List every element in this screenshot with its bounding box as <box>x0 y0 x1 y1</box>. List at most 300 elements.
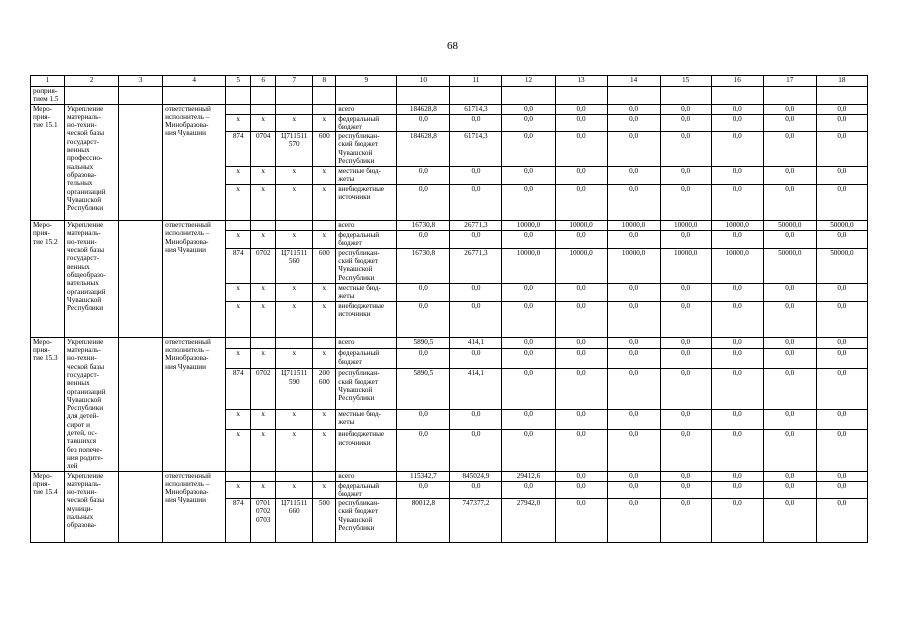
value-cell: 0,0 <box>555 167 607 185</box>
column-header: 5 <box>226 76 251 87</box>
budget-code-cell <box>276 221 313 231</box>
value-cell: 747377,2 <box>450 499 502 543</box>
value-cell: 0,0 <box>816 231 867 249</box>
value-cell: 0,0 <box>450 283 502 301</box>
column-header: 15 <box>660 76 711 87</box>
column-header: 13 <box>555 76 607 87</box>
empty-cell <box>397 87 450 105</box>
value-cell: 0,0 <box>816 283 867 301</box>
value-cell: 10000,0 <box>660 221 711 231</box>
value-cell: 0,0 <box>450 409 502 430</box>
budget-code-cell: x <box>313 167 336 185</box>
value-cell: 0,0 <box>660 349 711 369</box>
value-cell: 0,0 <box>816 499 867 543</box>
column-header: 2 <box>65 76 119 87</box>
value-cell: 0,0 <box>660 114 711 132</box>
value-cell: 0,0 <box>397 430 450 471</box>
column-header: 1 <box>31 76 65 87</box>
value-cell: 0,0 <box>555 231 607 249</box>
value-cell: 0,0 <box>555 185 607 221</box>
value-cell: 0,0 <box>450 481 502 499</box>
value-cell: 0,0 <box>816 430 867 471</box>
funding-source: федеральный бюджет <box>336 114 397 132</box>
value-cell: 0,0 <box>660 409 711 430</box>
value-cell: 0,0 <box>763 283 816 301</box>
value-cell: 0,0 <box>711 369 763 409</box>
budget-code-cell: x <box>251 185 276 221</box>
value-cell: 0,0 <box>607 301 660 337</box>
value-cell: 0,0 <box>555 349 607 369</box>
value-cell: 184628,8 <box>397 104 450 114</box>
value-cell: 0,0 <box>502 301 555 337</box>
value-cell: 0,0 <box>711 471 763 481</box>
value-cell: 0,0 <box>816 301 867 337</box>
value-cell: 0,0 <box>397 409 450 430</box>
empty-cell <box>336 87 397 105</box>
measure-title: Укрепление материаль- но-техни- ческой базы государст- венных организаций Чувашской Республики для детей- сирот и детей, ос- тавшихся без попече- ния родите- лей <box>65 337 119 471</box>
empty-cell <box>119 104 163 221</box>
empty-cell <box>65 87 119 105</box>
empty-cell <box>555 87 607 105</box>
page-number: 68 <box>447 40 458 52</box>
value-cell: 0,0 <box>816 369 867 409</box>
value-cell: 0,0 <box>555 132 607 167</box>
value-cell: 50000,0 <box>763 221 816 231</box>
value-cell: 0,0 <box>816 167 867 185</box>
budget-code-cell <box>276 104 313 114</box>
budget-code-cell <box>226 104 251 114</box>
budget-code-cell: x <box>226 231 251 249</box>
value-cell: 0,0 <box>660 231 711 249</box>
value-cell: 0,0 <box>607 409 660 430</box>
value-cell: 0,0 <box>816 471 867 481</box>
value-cell: 0,0 <box>607 349 660 369</box>
budget-code-cell: 600 <box>313 248 336 283</box>
funding-source: внебюджетные источники <box>336 185 397 221</box>
value-cell: 0,0 <box>763 481 816 499</box>
value-cell: 414,1 <box>450 337 502 348</box>
table-row <box>31 221 868 231</box>
funding-source: республикан- ский бюджет Чувашской Республики <box>336 248 397 283</box>
value-cell: 16730,8 <box>397 221 450 231</box>
column-header: 11 <box>450 76 502 87</box>
value-cell: 0,0 <box>711 167 763 185</box>
budget-code-cell: x <box>226 481 251 499</box>
measure-executor: ответственный исполнитель – Минобразова- ния Чувашии <box>163 471 226 543</box>
value-cell: 0,0 <box>502 167 555 185</box>
value-cell: 0,0 <box>502 369 555 409</box>
budget-code-cell: x <box>251 301 276 337</box>
value-cell: 0,0 <box>711 132 763 167</box>
value-cell: 0,0 <box>763 231 816 249</box>
budget-code-cell <box>313 471 336 481</box>
budget-code-cell: x <box>226 430 251 471</box>
value-cell: 0,0 <box>502 132 555 167</box>
measure-executor: ответственный исполнитель – Минобразова- ния Чувашии <box>163 104 226 221</box>
empty-cell <box>816 87 867 105</box>
value-cell: 0,0 <box>711 349 763 369</box>
column-header: 4 <box>163 76 226 87</box>
value-cell: 10000,0 <box>607 248 660 283</box>
measure-title: Укрепление материаль- но-техни- ческой базы муници- пальных образова- <box>65 471 119 543</box>
budget-code-cell: x <box>226 283 251 301</box>
value-cell: 0,0 <box>397 481 450 499</box>
value-cell: 0,0 <box>555 481 607 499</box>
value-cell: 0,0 <box>711 301 763 337</box>
value-cell: 0,0 <box>607 337 660 348</box>
value-cell: 0,0 <box>660 369 711 409</box>
value-cell: 0,0 <box>607 132 660 167</box>
budget-code-cell: x <box>226 114 251 132</box>
value-cell: 184628,8 <box>397 132 450 167</box>
value-cell: 0,0 <box>397 185 450 221</box>
budget-code-cell: x <box>226 409 251 430</box>
value-cell: 10000,0 <box>711 248 763 283</box>
column-header: 17 <box>763 76 816 87</box>
budget-code-cell: 500 <box>313 499 336 543</box>
value-cell: 5890,5 <box>397 369 450 409</box>
budget-code-cell: Ц711511 660 <box>276 499 313 543</box>
value-cell: 0,0 <box>502 231 555 249</box>
budget-code-cell: Ц711511 560 <box>276 248 313 283</box>
budget-code-cell: x <box>226 349 251 369</box>
value-cell: 0,0 <box>763 301 816 337</box>
budget-code-cell <box>313 104 336 114</box>
value-cell: 0,0 <box>816 185 867 221</box>
value-cell: 0,0 <box>763 430 816 471</box>
value-cell: 0,0 <box>555 114 607 132</box>
value-cell: 0,0 <box>397 283 450 301</box>
budget-code-cell: x <box>313 409 336 430</box>
value-cell: 0,0 <box>397 167 450 185</box>
value-cell: 0,0 <box>763 471 816 481</box>
value-cell: 0,0 <box>660 337 711 348</box>
budget-code-cell: x <box>276 185 313 221</box>
value-cell: 0,0 <box>502 409 555 430</box>
measure-executor: ответственный исполнитель – Минобразова- ния Чувашии <box>163 337 226 471</box>
value-cell: 10000,0 <box>555 221 607 231</box>
value-cell: 0,0 <box>816 349 867 369</box>
budget-code-cell: x <box>276 114 313 132</box>
budget-code-cell: x <box>276 301 313 337</box>
column-header: 7 <box>276 76 313 87</box>
column-header: 12 <box>502 76 555 87</box>
value-cell: 0,0 <box>450 349 502 369</box>
value-cell: 0,0 <box>607 231 660 249</box>
value-cell: 0,0 <box>816 337 867 348</box>
budget-code-cell <box>251 471 276 481</box>
budget-code-cell: x <box>251 409 276 430</box>
value-cell: 0,0 <box>502 430 555 471</box>
empty-cell <box>163 87 226 105</box>
value-cell: 0,0 <box>763 185 816 221</box>
value-cell: 0,0 <box>660 301 711 337</box>
budget-code-cell: x <box>313 231 336 249</box>
value-cell: 0,0 <box>711 231 763 249</box>
budget-table <box>30 75 868 543</box>
funding-source: внебюджетные источники <box>336 301 397 337</box>
funding-source: всего <box>336 221 397 231</box>
measure-title: Укрепление материаль- но-техни- ческой базы государст- венных общеобразо- вательных организаций Чувашской Республики <box>65 221 119 338</box>
budget-code-cell: 874 <box>226 248 251 283</box>
empty-cell <box>119 221 163 338</box>
budget-code-cell: x <box>251 430 276 471</box>
value-cell: 0,0 <box>763 409 816 430</box>
budget-code-cell: x <box>313 481 336 499</box>
value-cell: 0,0 <box>660 283 711 301</box>
value-cell: 16730,8 <box>397 248 450 283</box>
value-cell: 0,0 <box>397 231 450 249</box>
budget-code-cell: x <box>276 349 313 369</box>
budget-code-cell: x <box>251 114 276 132</box>
funding-source: федеральный бюджет <box>336 231 397 249</box>
value-cell: 0,0 <box>763 114 816 132</box>
column-header: 8 <box>313 76 336 87</box>
budget-code-cell: x <box>276 430 313 471</box>
value-cell: 0,0 <box>502 104 555 114</box>
funding-source: всего <box>336 471 397 481</box>
value-cell: 0,0 <box>660 185 711 221</box>
value-cell: 0,0 <box>660 430 711 471</box>
measure-label: Меро- прия- тие 15.4 <box>31 471 65 543</box>
value-cell: 0,0 <box>711 499 763 543</box>
funding-source: местные бюд- жеты <box>336 283 397 301</box>
column-header: 9 <box>336 76 397 87</box>
budget-code-cell: 600 <box>313 132 336 167</box>
budget-code-cell: x <box>276 481 313 499</box>
value-cell: 0,0 <box>711 104 763 114</box>
funding-source: федеральный бюджет <box>336 349 397 369</box>
value-cell: 0,0 <box>816 114 867 132</box>
value-cell: 0,0 <box>763 167 816 185</box>
value-cell: 0,0 <box>555 337 607 348</box>
value-cell: 26771,3 <box>450 221 502 231</box>
budget-code-cell: 0702 <box>251 369 276 409</box>
budget-code-cell: x <box>251 167 276 185</box>
value-cell: 0,0 <box>711 114 763 132</box>
empty-cell <box>502 87 555 105</box>
value-cell: 10000,0 <box>502 221 555 231</box>
value-cell: 0,0 <box>555 409 607 430</box>
value-cell: 0,0 <box>607 114 660 132</box>
empty-cell <box>276 87 313 105</box>
budget-code-cell: x <box>313 185 336 221</box>
value-cell: 0,0 <box>607 481 660 499</box>
value-cell: 845024,9 <box>450 471 502 481</box>
empty-cell <box>119 471 163 543</box>
value-cell: 0,0 <box>763 349 816 369</box>
value-cell: 0,0 <box>502 185 555 221</box>
measure-label: Меро- прия- тие 15.3 <box>31 337 65 471</box>
measure-label: Меро- прия- тие 15.1 <box>31 104 65 221</box>
value-cell: 0,0 <box>660 499 711 543</box>
value-cell: 0,0 <box>397 114 450 132</box>
value-cell: 0,0 <box>711 337 763 348</box>
column-header: 18 <box>816 76 867 87</box>
value-cell: 0,0 <box>450 185 502 221</box>
budget-code-cell: 874 <box>226 499 251 543</box>
column-header: 3 <box>119 76 163 87</box>
value-cell: 0,0 <box>711 185 763 221</box>
budget-code-cell <box>313 337 336 348</box>
budget-code-cell <box>313 221 336 231</box>
empty-cell <box>119 87 163 105</box>
value-cell: 0,0 <box>607 185 660 221</box>
value-cell: 0,0 <box>397 301 450 337</box>
empty-cell <box>607 87 660 105</box>
value-cell: 0,0 <box>555 499 607 543</box>
column-header: 14 <box>607 76 660 87</box>
budget-code-cell: Ц711511 590 <box>276 369 313 409</box>
value-cell: 50000,0 <box>816 221 867 231</box>
budget-code-cell: 0704 <box>251 132 276 167</box>
measure-title: Укрепление материаль- но-техни- ческой базы государст- венных профессио- нальных образова- тельных организаций Чувашской Республики <box>65 104 119 221</box>
continuation-label: роприя- тием 1.5 <box>31 87 65 105</box>
budget-code-cell <box>226 221 251 231</box>
empty-cell <box>660 87 711 105</box>
continuation-row <box>31 87 868 105</box>
funding-source: местные бюд- жеты <box>336 409 397 430</box>
value-cell: 0,0 <box>502 114 555 132</box>
budget-code-cell <box>251 221 276 231</box>
budget-code-cell: x <box>276 283 313 301</box>
header-row <box>31 76 868 87</box>
value-cell: 0,0 <box>607 499 660 543</box>
value-cell: 0,0 <box>763 132 816 167</box>
value-cell: 0,0 <box>763 104 816 114</box>
value-cell: 0,0 <box>555 430 607 471</box>
value-cell: 0,0 <box>555 104 607 114</box>
budget-code-cell: x <box>313 283 336 301</box>
value-cell: 0,0 <box>502 283 555 301</box>
budget-code-cell <box>251 337 276 348</box>
value-cell: 27942,0 <box>502 499 555 543</box>
value-cell: 0,0 <box>660 167 711 185</box>
value-cell: 10000,0 <box>607 221 660 231</box>
budget-code-cell: Ц711511 570 <box>276 132 313 167</box>
value-cell: 0,0 <box>816 481 867 499</box>
budget-code-cell <box>226 337 251 348</box>
budget-code-cell <box>276 337 313 348</box>
column-header: 16 <box>711 76 763 87</box>
empty-cell <box>251 87 276 105</box>
measure-executor: ответственный исполнитель – Минобразова- ния Чувашии <box>163 221 226 338</box>
empty-cell <box>711 87 763 105</box>
value-cell: 0,0 <box>711 283 763 301</box>
value-cell: 50000,0 <box>763 248 816 283</box>
value-cell: 5890,5 <box>397 337 450 348</box>
value-cell: 0,0 <box>763 499 816 543</box>
budget-code-cell: x <box>226 185 251 221</box>
value-cell: 0,0 <box>502 337 555 348</box>
budget-code-cell: x <box>276 409 313 430</box>
value-cell: 0,0 <box>555 369 607 409</box>
table-row <box>31 471 868 481</box>
value-cell: 0,0 <box>711 409 763 430</box>
funding-source: федеральный бюджет <box>336 481 397 499</box>
value-cell: 0,0 <box>660 471 711 481</box>
value-cell: 10000,0 <box>711 221 763 231</box>
budget-code-cell: 200 600 <box>313 369 336 409</box>
measure-label: Меро- прия- тие 15.2 <box>31 221 65 338</box>
funding-source: республикан- ский бюджет Чувашской Республики <box>336 499 397 543</box>
budget-code-cell <box>276 471 313 481</box>
value-cell: 0,0 <box>607 430 660 471</box>
column-header: 10 <box>397 76 450 87</box>
value-cell: 10000,0 <box>660 248 711 283</box>
budget-code-cell: x <box>313 430 336 471</box>
table-row <box>31 337 868 348</box>
funding-source: внебюджетные источники <box>336 430 397 471</box>
value-cell: 0,0 <box>711 430 763 471</box>
budget-code-cell: x <box>251 349 276 369</box>
budget-code-cell: x <box>251 231 276 249</box>
budget-code-cell: 874 <box>226 132 251 167</box>
value-cell: 0,0 <box>763 369 816 409</box>
value-cell: 0,0 <box>450 301 502 337</box>
value-cell: 50000,0 <box>816 248 867 283</box>
funding-source: всего <box>336 337 397 348</box>
table-row <box>31 104 868 114</box>
budget-code-cell: x <box>313 301 336 337</box>
value-cell: 0,0 <box>816 104 867 114</box>
value-cell: 0,0 <box>763 337 816 348</box>
budget-code-cell: 874 <box>226 369 251 409</box>
value-cell: 61714,3 <box>450 104 502 114</box>
value-cell: 10000,0 <box>502 248 555 283</box>
value-cell: 0,0 <box>816 409 867 430</box>
value-cell: 0,0 <box>660 104 711 114</box>
budget-code-cell: x <box>251 481 276 499</box>
budget-code-cell <box>226 471 251 481</box>
value-cell: 0,0 <box>555 471 607 481</box>
budget-code-cell: 0702 <box>251 248 276 283</box>
value-cell: 0,0 <box>711 481 763 499</box>
value-cell: 61714,3 <box>450 132 502 167</box>
value-cell: 0,0 <box>660 481 711 499</box>
empty-cell <box>119 337 163 471</box>
funding-source: всего <box>336 104 397 114</box>
value-cell: 0,0 <box>607 104 660 114</box>
budget-code-cell: x <box>276 231 313 249</box>
funding-source: республикан- ский бюджет Чувашской Республики <box>336 369 397 409</box>
value-cell: 0,0 <box>607 167 660 185</box>
funding-source: республикан- ский бюджет Чувашской Республики <box>336 132 397 167</box>
value-cell: 0,0 <box>607 283 660 301</box>
empty-cell <box>226 87 251 105</box>
column-header: 6 <box>251 76 276 87</box>
budget-code-cell: x <box>313 114 336 132</box>
value-cell: 0,0 <box>555 301 607 337</box>
value-cell: 0,0 <box>660 132 711 167</box>
value-cell: 0,0 <box>555 283 607 301</box>
value-cell: 0,0 <box>502 481 555 499</box>
value-cell: 0,0 <box>450 114 502 132</box>
value-cell: 0,0 <box>450 167 502 185</box>
empty-cell <box>313 87 336 105</box>
budget-code-cell: x <box>226 167 251 185</box>
budget-code-cell: 0701 0702 0703 <box>251 499 276 543</box>
value-cell: 0,0 <box>502 349 555 369</box>
value-cell: 80012,8 <box>397 499 450 543</box>
budget-code-cell <box>251 104 276 114</box>
value-cell: 10000,0 <box>555 248 607 283</box>
value-cell: 115342,7 <box>397 471 450 481</box>
value-cell: 0,0 <box>450 231 502 249</box>
budget-code-cell: x <box>276 167 313 185</box>
budget-code-cell: x <box>313 349 336 369</box>
value-cell: 0,0 <box>607 471 660 481</box>
